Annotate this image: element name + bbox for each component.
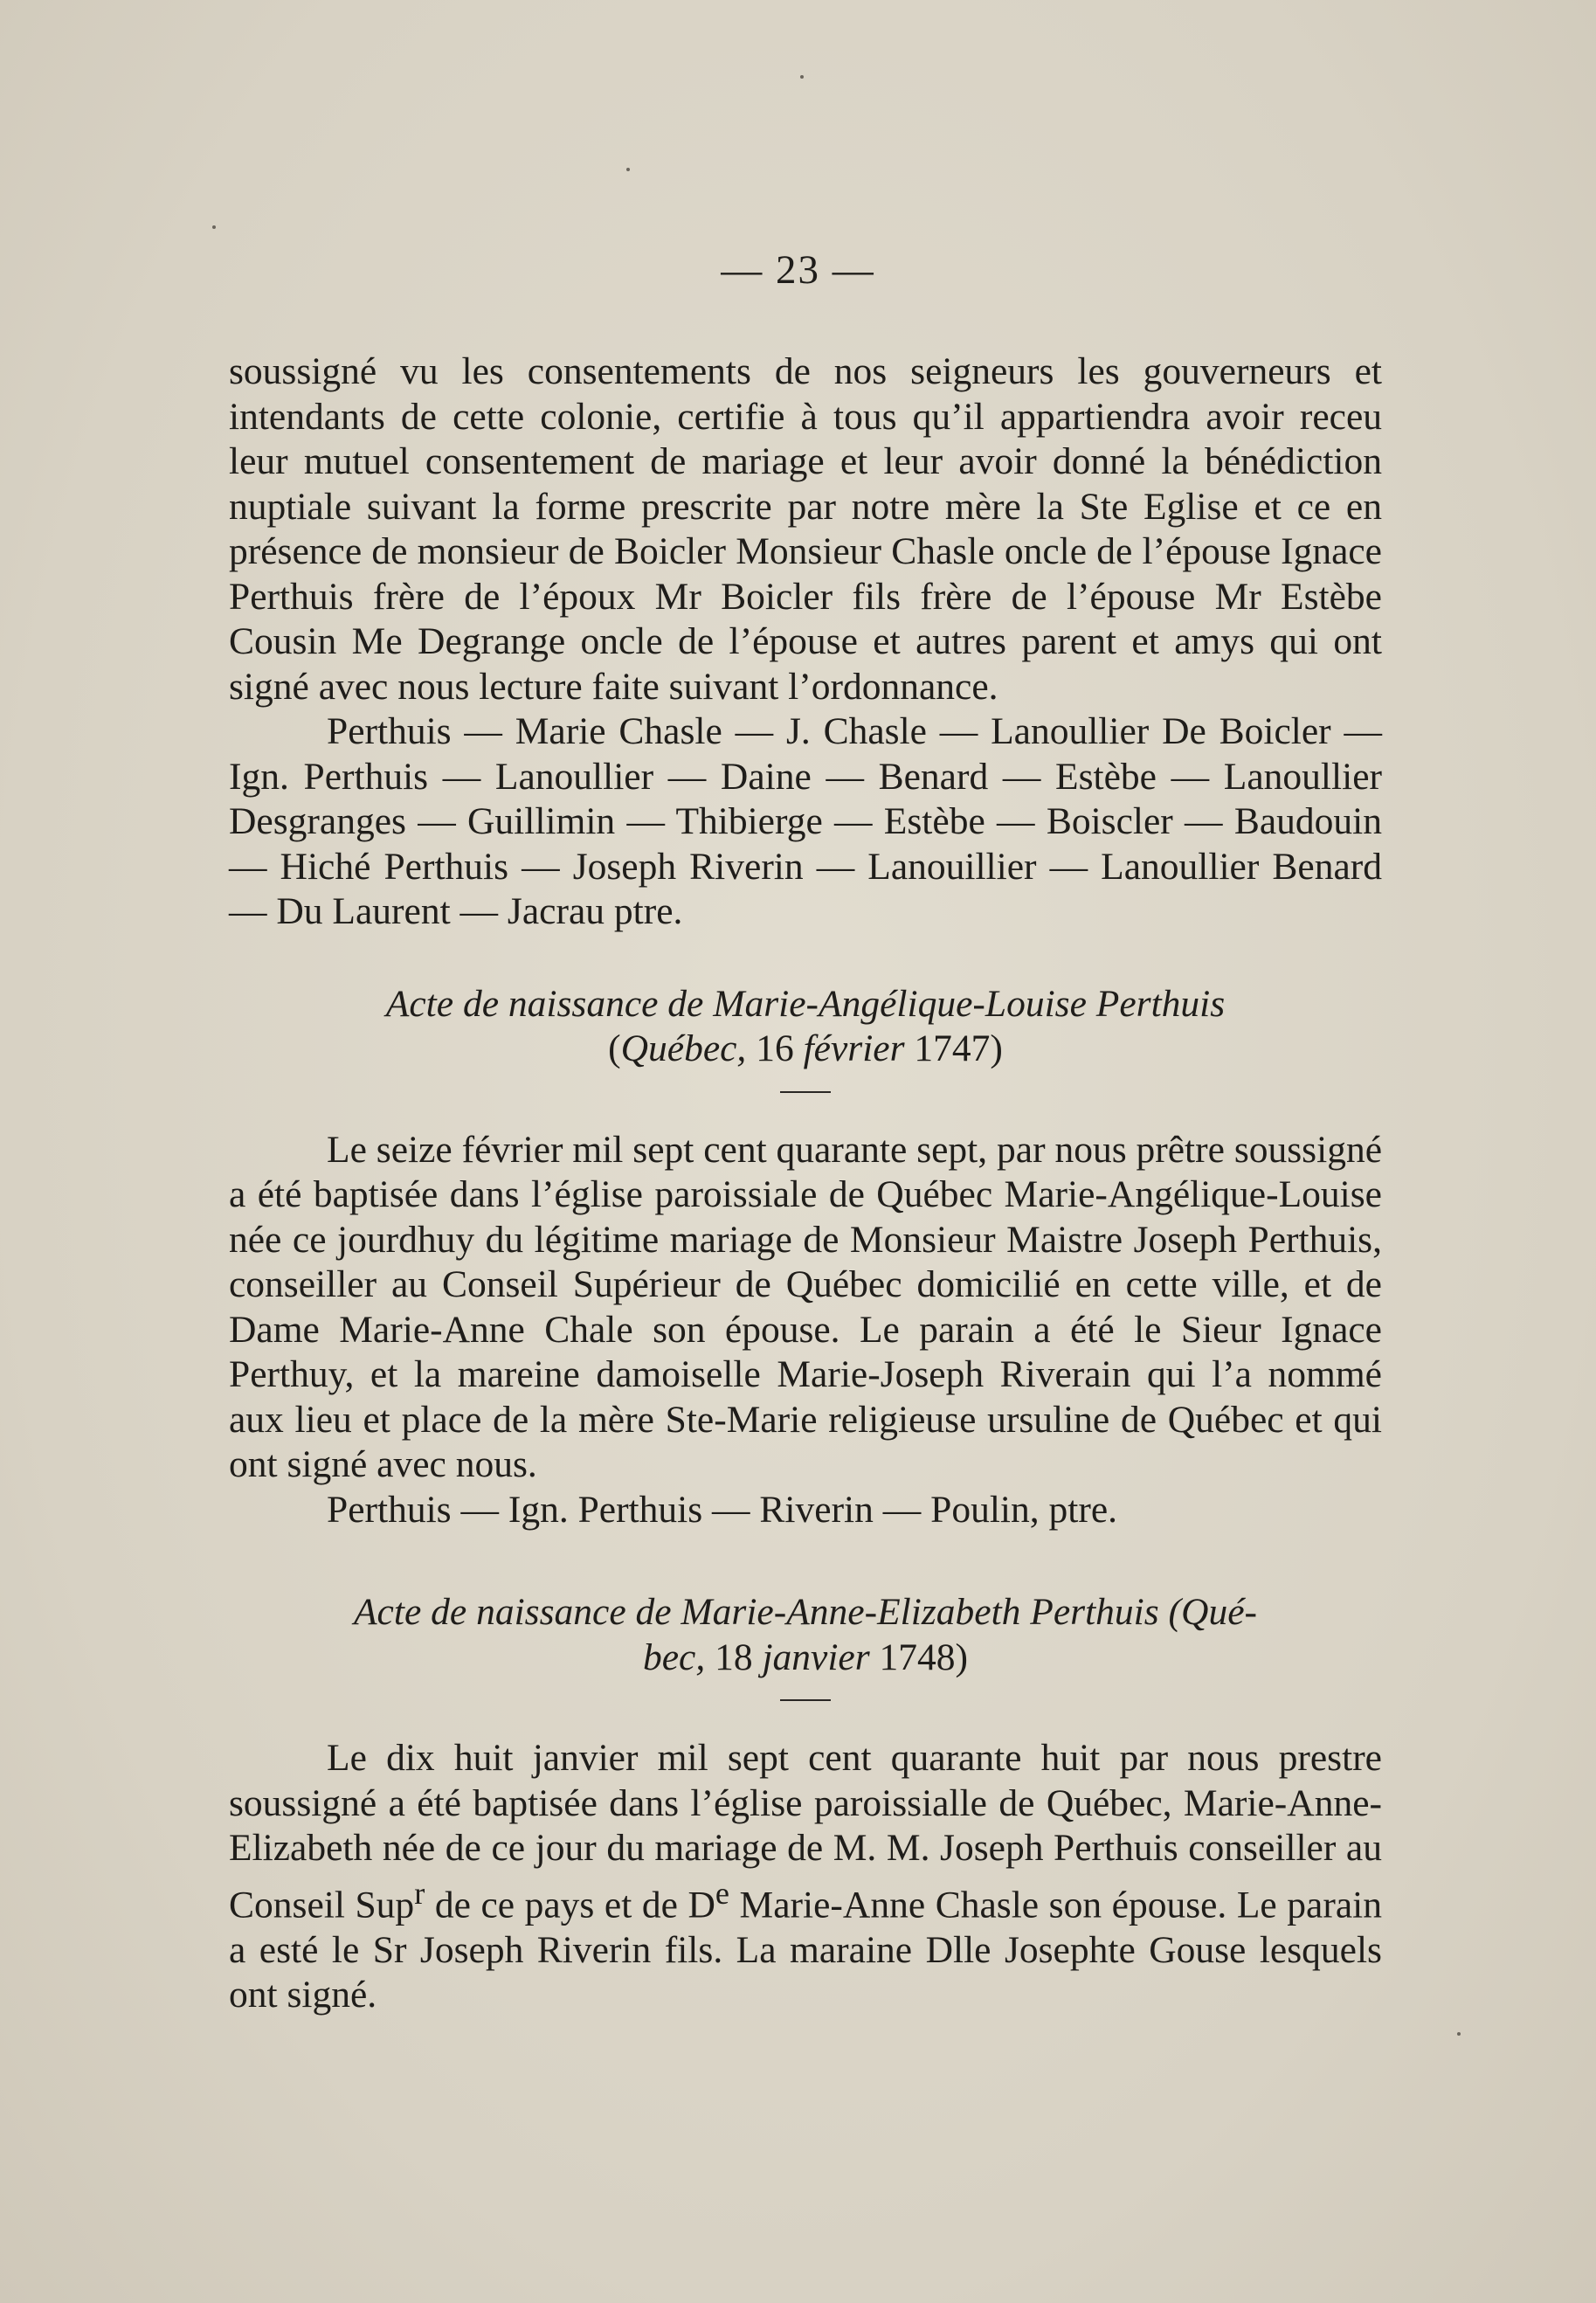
paper-speck — [212, 225, 216, 229]
paper-speck — [626, 168, 630, 171]
heading-year: 1748) — [869, 1636, 969, 1678]
heading-day: 18 — [705, 1636, 763, 1678]
section-heading-birth-1747 — [229, 982, 1382, 1072]
paragraph-birth-1748 — [229, 1736, 1382, 2018]
text-run: Marie-Anne Chasle son épouse. Le parain a esté le Sr Joseph Riverin fils. La maraine Dlle Josephte Gouse lesquels ont signé. — [229, 1884, 1382, 2016]
paragraph-marriage-signatures: Perthuis — Marie Chasle — J. Chasle — Lanoullier De Boicler — Ign. Perthuis — Lanoullier — Daine — Benard — Estèbe — Lanoullier Desgranges — Guillimin — Thibierge — Estèbe — Boiscler — Baudouin — Hiché Perthuis — Joseph Riverin — Lanouillier — Lanoullier Benard — Du Laurent — Jacrau ptre. — [229, 710, 1382, 932]
superscript: e — [715, 1875, 729, 1911]
heading-place: bec, — [642, 1636, 706, 1678]
heading-day: 16 — [746, 1027, 804, 1069]
heading-month: janvier — [762, 1636, 870, 1678]
text-column — [229, 349, 1382, 2018]
heading-line: Acte de naissance de Marie-Angélique-Louise Perthuis — [385, 982, 1226, 1025]
section-divider — [780, 1699, 831, 1701]
heading-line: Acte de naissance de Marie-Anne-Elizabeth Perthuis (Qué- — [353, 1591, 1258, 1633]
heading-month: février — [803, 1027, 905, 1069]
text-run: de ce pays et de D — [425, 1884, 715, 1926]
section-heading-birth-1748 — [229, 1590, 1382, 1680]
paragraph-marriage-act-end: soussigné vu les consentements de nos seigneurs les gouverneurs et intendants de cette colonie, certifie à tous qu’il appartiendra avoir receu leur mutuel consentement de mariage et leur avoir donné la bénédiction nuptiale suivant la forme prescrite par notre mère la Ste Eglise et ce en présence de monsieur de Boicler Monsieur Chasle oncle de l’épouse Ignace Perthuis frère de l’époux Mr Boicler fils frère de l’épouse Mr Estèbe Cousin Me Degrange oncle de l’épouse et autres parent et amys qui ont signé avec nous lecture faite suivant l’ordonnance. — [229, 350, 1382, 708]
paragraph-birth-1747: Le seize février mil sept cent quarante sept, par nous prêtre soussigné a été baptisée dans l’église paroissiale de Québec Marie-Angélique-Louise née ce jourdhuy du légitime mariage de Monsieur Maistre Joseph Perthuis, conseiller au Conseil Supérieur de Québec domicilié en cette ville, et de Dame Marie-Anne Chale son épouse. Le parain a été le Sieur Ignace Perthuy, et la mareine damoiselle Marie-Joseph Riverain qui l’a nommé aux lieu et place de la mère Ste-Marie religieuse ursuline de Québec et qui ont signé avec nous. — [229, 1128, 1382, 1485]
superscript: r — [414, 1875, 425, 1911]
text-run: Le dix huit janvier mil sept cent quarante huit par nous prestre soussigné a été baptisée dans l’église paroissialle de Québec, Marie-Anne-Elizabeth née de ce jour du mariage de M. M. Joseph Perthuis conseiller au Conseil Sup — [229, 1737, 1382, 1926]
section-divider — [780, 1091, 831, 1093]
paper-speck — [1457, 2032, 1461, 2036]
paragraph-birth-1747-signatures: Perthuis — Ign. Perthuis — Riverin — Poulin, ptre. — [327, 1488, 1118, 1531]
heading-year: 1747) — [904, 1027, 1003, 1069]
heading-paren: ( — [608, 1027, 621, 1069]
page-number: — 23 — — [721, 247, 875, 293]
paper-speck — [800, 75, 804, 79]
heading-place: Québec, — [620, 1027, 747, 1069]
